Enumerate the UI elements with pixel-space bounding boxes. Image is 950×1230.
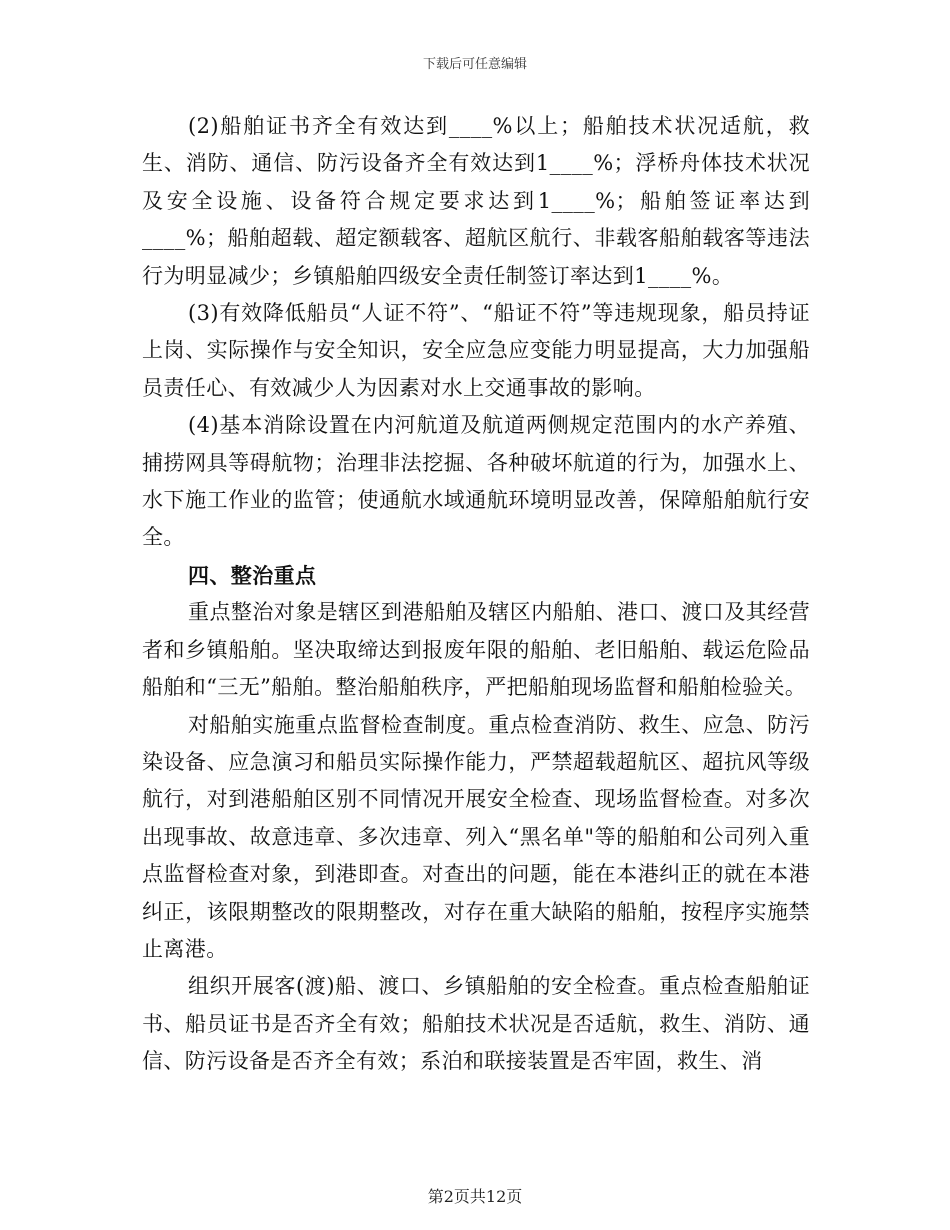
paragraph-inspection-system: 对船舶实施重点监督检查制度。重点检查消防、救生、应急、防污染设备、应急演习和船员实际操作能力，严禁超载超航区、超抗风等级航行，对到港船舶区别不同情况开展安全检查、现场监督检查。对多次出现事故、故意违章、多次违章、列入“黑名单"等的船舶和公司列入重点监督检查对象，到港即查。对查出的问题，能在本港纠正的就在本港纠正，该限期整改的限期整改，对存在重大缺陷的船舶，按程序实施禁止离港。: [142, 712, 810, 961]
paragraph-goal-4: (4)基本消除设置在内河航道及航道两侧规定范围内的水产养殖、捕捞网具等碍航物；治理非法挖掘、各种破坏航道的行为，加强水上、水下施工作业的监管；使通航水域通航环境明显改善，保障船舶航行安全。: [142, 413, 810, 550]
paragraph-goal-2: (2)船舶证书齐全有效达到____%以上；船舶技术状况适航，救生、消防、通信、防污设备齐全有效达到1____%；浮桥舟体技术状况及安全设施、设备符合规定要求达到1____%；船舶签证率达到____%；船舶超载、超定额载客、超航区航行、非载客船舶载客等违法行为明显减少；乡镇船舶四级安全责任制签订率达到1____%。: [142, 114, 810, 288]
page-footer: 第2页共12页: [427, 1187, 523, 1206]
document-body: [142, 108, 810, 1081]
paragraph-goal-3: (3)有效降低船员“人证不符”、“船证不符”等违规现象，船员持证上岗、实际操作与安全知识，安全应急应变能力明显提高，大力加强船员责任心、有效减少人为因素对水上交通事故的影响。: [142, 301, 810, 400]
page-header: 下载后可任意编辑: [422, 57, 527, 72]
paragraph-key-targets: 重点整治对象是辖区到港船舶及辖区内船舶、港口、渡口及其经营者和乡镇船舶。坚决取缔达到报废年限的船舶、老旧船舶、载运危险品船舶和“三无”船舶。整治船舶秩序，严把船舶现场监督和船舶检验关。: [142, 600, 810, 700]
section-heading: 四、整治重点: [188, 562, 317, 588]
paragraph-safety-inspection: 组织开展客(渡)船、渡口、乡镇船舶的安全检查。重点检查船舶证书、船员证书是否齐全有效；船舶技术状况是否适航，救生、消防、通信、防污设备是否齐全有效；系泊和联接装置是否牢固，救生、消: [142, 974, 810, 1074]
